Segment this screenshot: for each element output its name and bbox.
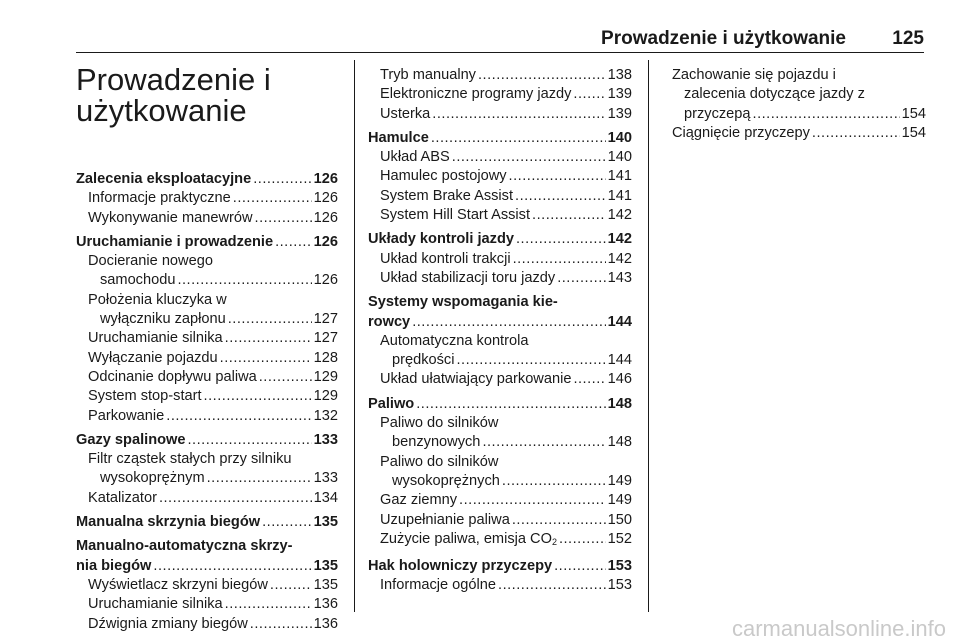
toc-row <box>88 271 338 290</box>
toc-entry[interactable] <box>88 329 338 348</box>
toc-row <box>88 368 338 387</box>
toc-row <box>76 170 338 189</box>
toc-entry[interactable] <box>88 189 338 208</box>
toc-page-number: 148 <box>607 395 632 412</box>
toc-entry-text: Elektroniczne programy jazdy <box>380 86 572 103</box>
toc-row <box>380 187 632 206</box>
toc-entry-text: Układy kontroli jazdy <box>368 231 514 248</box>
toc-page-number: 129 <box>313 368 338 385</box>
toc-entry-text: Uruchamianie silnika <box>88 330 223 347</box>
dot-leader <box>250 615 312 634</box>
running-title: Prowadzenie i użytkowanie <box>601 28 846 49</box>
dot-leader <box>228 310 312 329</box>
toc-row <box>672 124 926 143</box>
dot-leader <box>225 329 312 348</box>
toc-entry-text: benzynowych <box>392 434 481 451</box>
dot-leader <box>554 557 606 576</box>
toc-entry[interactable] <box>88 209 338 228</box>
toc-row <box>368 557 632 576</box>
toc-row <box>380 370 632 389</box>
toc-entry-text: Paliwo do silników <box>380 453 499 470</box>
toc-page-number: 135 <box>313 576 338 593</box>
dot-leader <box>412 313 605 332</box>
toc-entry[interactable] <box>380 530 632 552</box>
toc-row <box>380 530 632 552</box>
toc-row <box>76 431 338 450</box>
toc-page-number: 134 <box>313 489 338 506</box>
toc-entry[interactable] <box>380 187 632 206</box>
dot-leader <box>459 491 606 510</box>
toc-entry-text: wyłączniku zapłonu <box>100 311 226 328</box>
dot-leader <box>812 124 900 143</box>
toc-row <box>380 511 632 530</box>
toc-row <box>76 513 338 532</box>
toc-page-number: 150 <box>607 511 632 528</box>
toc-entry-text: prędkości <box>392 352 455 369</box>
toc-entry-text: Automatyczna kontrola <box>380 332 529 349</box>
toc-entry[interactable] <box>380 66 632 85</box>
toc-row <box>88 209 338 228</box>
watermark: carmanualsonline.info <box>731 616 946 641</box>
toc-row <box>380 167 632 186</box>
toc-row <box>88 407 338 426</box>
toc-row <box>88 189 338 208</box>
toc-page-number: 138 <box>607 67 632 83</box>
dot-leader <box>225 595 312 614</box>
toc-entry[interactable] <box>380 250 632 269</box>
toc-column-2 <box>368 66 632 596</box>
toc-page-number: 133 <box>313 470 338 487</box>
toc-page-number: 146 <box>607 371 632 388</box>
toc-entry-text: Położenia kluczyka w <box>88 291 227 308</box>
toc-entry-text: samochodu <box>100 272 176 289</box>
toc-column-3 <box>672 66 926 143</box>
toc-entry[interactable] <box>380 511 632 530</box>
toc-page-number: 153 <box>607 558 632 575</box>
toc-page-number: 149 <box>607 492 632 509</box>
toc-page-number: 144 <box>607 352 632 369</box>
toc-row <box>88 387 338 406</box>
dot-leader <box>452 148 606 167</box>
dot-leader <box>259 368 312 387</box>
toc-row <box>88 310 338 329</box>
toc-entry-text: Układ ułatwiający parkowanie <box>380 371 572 388</box>
toc-entry-text: Parkowanie <box>88 407 165 424</box>
dot-leader <box>573 85 605 104</box>
toc-entry-text: Informacje praktyczne <box>88 190 231 207</box>
toc-page-number: 154 <box>901 124 926 141</box>
toc-row <box>368 395 632 414</box>
toc-entry[interactable] <box>88 576 338 595</box>
toc-section-entry[interactable] <box>368 129 632 148</box>
toc-entry-text: Hamulec postojowy <box>380 168 507 185</box>
toc-page-number: 126 <box>313 233 338 250</box>
toc-entry-text: Filtr cząstek stałych przy silniku <box>88 451 292 468</box>
toc-entry[interactable] <box>380 105 632 124</box>
toc-row <box>380 433 632 452</box>
toc-row <box>76 557 338 576</box>
toc-page-number: 126 <box>313 209 338 226</box>
toc-page-number: 139 <box>607 86 632 103</box>
toc-page-number: 129 <box>313 388 338 405</box>
toc-entry-text: Gaz ziemny <box>380 492 458 509</box>
toc-row <box>88 329 338 348</box>
toc-entry[interactable] <box>88 489 338 508</box>
toc-section-entry[interactable] <box>76 170 338 189</box>
toc-page-number: 143 <box>607 269 632 286</box>
toc-entry-text: Informacje ogólne <box>380 577 497 594</box>
toc-entry[interactable] <box>380 491 632 510</box>
toc-page-number: 136 <box>313 596 338 613</box>
toc-entry-text: Paliwo <box>368 395 415 412</box>
toc-entry-text: Uzupełnianie paliwa <box>380 511 510 528</box>
toc-page-number: 154 <box>901 105 926 122</box>
toc-section-entry[interactable] <box>368 293 632 332</box>
dot-leader <box>153 557 311 576</box>
toc-section-entry[interactable] <box>368 557 632 576</box>
toc-row <box>88 489 338 508</box>
toc-entry-text: Usterka <box>380 105 431 122</box>
dot-leader <box>502 472 606 491</box>
toc-row <box>380 269 632 288</box>
toc-page-number: 148 <box>607 434 632 451</box>
toc-row <box>380 66 632 85</box>
toc-entry[interactable] <box>672 124 926 143</box>
toc-page-number: 135 <box>313 557 338 574</box>
toc-entry-text: zalecenia dotyczące jazdy z <box>684 86 865 103</box>
toc-page-number: 128 <box>313 349 338 366</box>
toc-entry-text: Wyłączanie pojazdu <box>88 349 218 366</box>
toc-entry[interactable] <box>380 332 632 371</box>
toc-entry[interactable] <box>380 576 632 595</box>
toc-row <box>672 105 926 124</box>
dot-leader <box>416 395 605 414</box>
dot-leader <box>482 433 605 452</box>
toc-page-number: 133 <box>313 431 338 448</box>
toc-row <box>88 349 338 368</box>
dot-leader <box>532 206 606 225</box>
toc-page-number: 141 <box>607 187 632 204</box>
toc-entry[interactable] <box>88 349 338 368</box>
toc-entry-text: Układ stabilizacji toru jazdy <box>380 269 556 286</box>
toc-section-entry[interactable] <box>368 230 632 249</box>
dot-leader <box>498 576 606 595</box>
toc-page-number: 126 <box>313 190 338 207</box>
toc-entry-text: Zużycie paliwa, emisja $CO_2$ <box>380 530 557 547</box>
toc-page-number: 152 <box>607 530 632 547</box>
toc-section-entry[interactable] <box>76 233 338 252</box>
toc-entry[interactable] <box>88 368 338 387</box>
toc-entry-text: System Hill Start Assist <box>380 207 531 224</box>
toc-entry[interactable] <box>380 167 632 186</box>
toc-entry[interactable] <box>88 450 338 489</box>
toc-entry[interactable] <box>672 66 926 124</box>
toc-entry[interactable] <box>380 414 632 453</box>
toc-page-number: 132 <box>313 407 338 424</box>
toc-entry-text: Hak holowniczy przyczepy <box>368 558 553 575</box>
toc-row <box>368 313 632 332</box>
toc-row <box>88 615 338 634</box>
dot-leader <box>166 407 311 426</box>
toc-section-entry[interactable] <box>76 431 338 450</box>
toc-entry-text: rowcy <box>368 313 411 330</box>
toc-entry[interactable] <box>380 206 632 225</box>
toc-entry[interactable] <box>380 269 632 288</box>
toc-entry-text: Układ kontroli trakcji <box>380 250 511 267</box>
toc-entry[interactable] <box>88 387 338 406</box>
dot-leader <box>513 250 606 269</box>
dot-leader <box>270 576 312 595</box>
toc-entry[interactable] <box>88 595 338 614</box>
dot-leader <box>233 189 312 208</box>
toc-row <box>88 576 338 595</box>
toc-column-1 <box>76 170 338 634</box>
toc-section-entry[interactable] <box>76 513 338 532</box>
dot-leader <box>516 230 606 249</box>
toc-section-entry[interactable] <box>368 395 632 414</box>
page-number: 125 <box>892 28 924 49</box>
toc-entry-text: Manualno-automatyczna skrzy- <box>76 538 293 555</box>
toc-row <box>380 148 632 167</box>
toc-row <box>380 85 632 104</box>
toc-entry-text: Katalizator <box>88 489 157 506</box>
toc-page-number: 127 <box>313 311 338 328</box>
toc-page-number: 142 <box>607 231 632 248</box>
dot-leader <box>177 271 311 290</box>
toc-entry[interactable] <box>88 252 338 291</box>
toc-entry-text: wysokoprężnych <box>392 472 500 489</box>
toc-entry-text: Ciągnięcie przyczepy <box>672 124 810 141</box>
dot-leader <box>456 351 605 370</box>
toc-row <box>88 595 338 614</box>
toc-row <box>368 129 632 148</box>
dot-leader <box>573 370 605 389</box>
toc-page-number: 149 <box>607 472 632 489</box>
toc-entry-text: Zalecenia eksploatacyjne <box>76 171 252 187</box>
dot-leader <box>753 105 900 124</box>
dot-leader <box>509 167 606 186</box>
toc-entry-text: Zachowanie się pojazdu i <box>672 67 836 83</box>
toc-row <box>76 233 338 252</box>
toc-entry[interactable] <box>88 615 338 634</box>
column-divider <box>648 60 649 612</box>
toc-entry-text: Systemy wspomagania kie- <box>368 294 558 311</box>
dot-leader <box>255 209 312 228</box>
toc-entry-text: Odcinanie dopływu paliwa <box>88 368 257 385</box>
toc-page-number: 153 <box>607 577 632 594</box>
dot-leader <box>431 129 606 148</box>
toc-entry-text: wysokoprężnym <box>100 470 205 487</box>
toc-page-number: 139 <box>607 105 632 122</box>
toc-entry-text: Paliwo do silników <box>380 415 499 432</box>
toc-page-number: 135 <box>313 514 338 531</box>
toc-entry-text: Docieranie nowego <box>88 253 213 270</box>
page-header <box>0 0 960 52</box>
toc-entry-text: Uruchamianie i prowadzenie <box>76 233 274 250</box>
toc-entry-text: Tryb manualny <box>380 67 476 83</box>
toc-row <box>88 469 338 488</box>
toc-entry[interactable] <box>380 453 632 492</box>
toc-page-number: 141 <box>607 168 632 185</box>
toc-entry-text: Wykonywanie manewrów <box>88 209 253 226</box>
toc-row <box>368 230 632 249</box>
dot-leader <box>432 105 605 124</box>
toc-page-number: 142 <box>607 250 632 267</box>
toc-page-number: 140 <box>607 129 632 146</box>
toc-entry[interactable] <box>380 148 632 167</box>
toc-entry-text: Manualna skrzynia biegów <box>76 514 261 531</box>
toc-entry-text: Układ ABS <box>380 149 450 166</box>
dot-leader <box>253 170 311 189</box>
dot-leader <box>512 511 606 530</box>
toc-page-number: 136 <box>313 615 338 632</box>
chapter-title: Prowadzenie i użytkowanie <box>76 62 271 128</box>
toc-page-number: 127 <box>313 330 338 347</box>
toc-entry-text: przyczepą <box>684 105 751 122</box>
toc-section-entry[interactable] <box>76 537 338 576</box>
toc-entry-text: Uruchamianie silnika <box>88 596 223 613</box>
toc-row <box>380 472 632 491</box>
toc-page-number: 142 <box>607 207 632 224</box>
toc-row <box>380 491 632 510</box>
toc-entry[interactable] <box>88 291 338 330</box>
toc-row <box>380 351 632 370</box>
toc-row <box>380 105 632 124</box>
toc-entry-text: System Brake Assist <box>380 187 514 204</box>
toc-entry-text: Gazy spalinowe <box>76 431 186 448</box>
toc-row <box>380 206 632 225</box>
dot-leader <box>275 233 312 252</box>
dot-leader <box>204 387 312 406</box>
toc-page-number: 140 <box>607 149 632 166</box>
toc-row <box>380 576 632 595</box>
dot-leader <box>557 269 605 288</box>
toc-page-number: 144 <box>607 313 632 330</box>
toc-entry[interactable] <box>88 407 338 426</box>
toc-page-number: 126 <box>313 171 338 187</box>
dot-leader <box>188 431 312 450</box>
dot-leader <box>159 489 312 508</box>
column-divider <box>354 60 355 612</box>
toc-page-number: 126 <box>313 272 338 289</box>
dot-leader <box>220 349 312 368</box>
header-rule <box>76 52 924 53</box>
dot-leader <box>478 66 606 85</box>
dot-leader <box>559 530 606 549</box>
toc-entry-text: System stop-start <box>88 388 202 405</box>
toc-entry[interactable] <box>380 85 632 104</box>
toc-entry-text: Dźwignia zmiany biegów <box>88 615 248 632</box>
toc-row <box>380 250 632 269</box>
toc-entry-text: nia biegów <box>76 557 152 574</box>
dot-leader <box>262 513 312 532</box>
dot-leader <box>515 187 606 206</box>
subscript: 2 <box>551 536 557 547</box>
toc-entry-text: Wyświetlacz skrzyni biegów <box>88 576 268 593</box>
toc-entry[interactable] <box>380 370 632 389</box>
toc-entry-text: Hamulce <box>368 129 429 146</box>
dot-leader <box>207 469 312 488</box>
